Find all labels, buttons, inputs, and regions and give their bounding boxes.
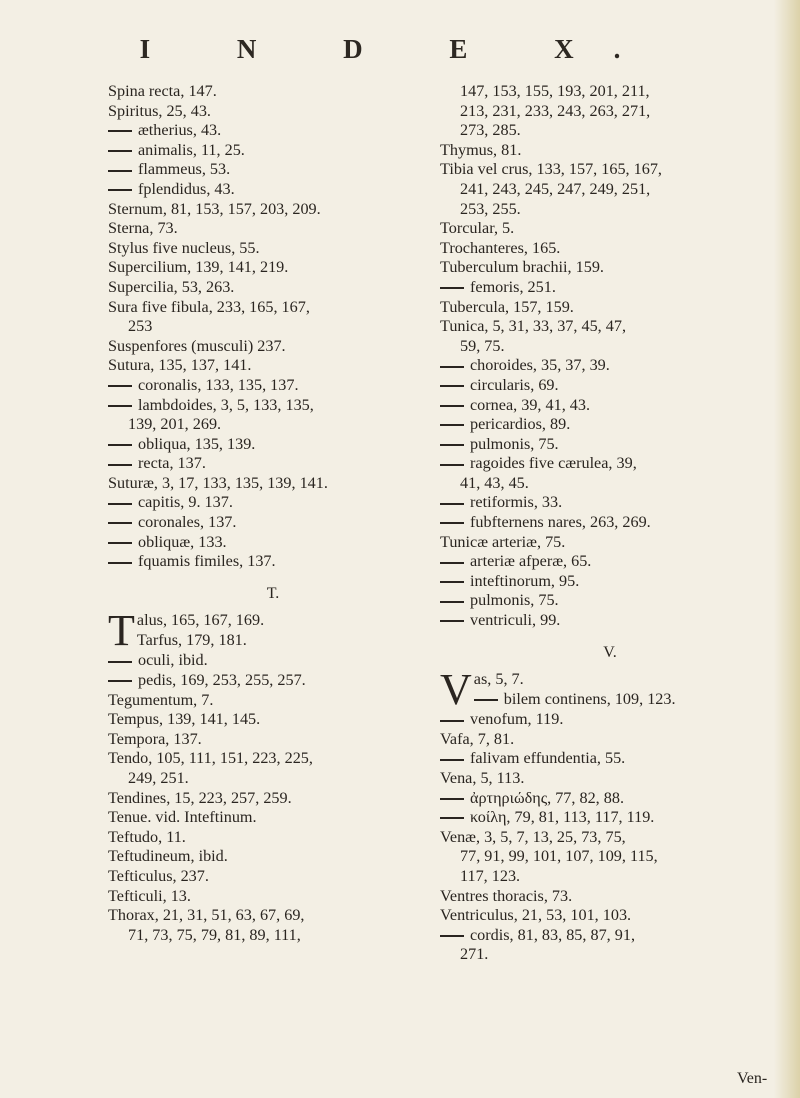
- index-entry: Tenue. vid. Inteftinum.: [108, 808, 257, 827]
- index-entry: [440, 710, 780, 730]
- index-entry: Vena, 5, 113.: [440, 769, 525, 787]
- index-entry: Vafa, 7, 81.: [440, 729, 515, 748]
- index-entry: Sternum, 81, 153, 157, 203, 209.: [108, 199, 321, 218]
- index-entry-continuation: 271.: [460, 945, 489, 964]
- index-column-left: [108, 82, 438, 945]
- dash-mark: [440, 935, 464, 937]
- index-entry: [108, 651, 438, 671]
- index-entry-continuation: 59, 75.: [460, 336, 505, 355]
- dash-mark: [440, 366, 464, 368]
- drop-cap-entry: [440, 665, 780, 715]
- dash-mark: [440, 720, 464, 722]
- index-entry-continuation: 139, 201, 269.: [128, 415, 222, 434]
- entry-text: fquamis fimiles, 137.: [138, 552, 276, 571]
- index-entry: [108, 552, 438, 572]
- dash-mark: [108, 464, 132, 466]
- index-entry: [440, 415, 780, 435]
- dash-mark: [108, 150, 132, 152]
- dash-mark: [440, 503, 464, 505]
- index-entry: [108, 513, 438, 533]
- index-entry: Tempora, 137.: [108, 729, 202, 748]
- index-entry: Sterna, 73.: [108, 219, 178, 238]
- index-entry: Tegumentum, 7.: [108, 690, 214, 709]
- index-entry-continuation: 249, 251.: [128, 769, 189, 787]
- index-entry-continuation: 117, 123.: [460, 866, 521, 885]
- index-entry: [440, 396, 780, 416]
- index-entry: Ventres thoracis, 73.: [440, 886, 573, 905]
- index-entry: [440, 808, 780, 828]
- index-entry: Thymus, 81.: [440, 140, 522, 159]
- entry-text: choroides, 35, 37, 39.: [470, 356, 610, 375]
- dash-mark: [108, 405, 132, 407]
- index-entry-continuation: 253: [128, 317, 153, 336]
- entry-text: venofum, 119.: [470, 710, 564, 729]
- index-entry: Suspenfores (musculi) 237.: [108, 336, 286, 355]
- drop-cap: T: [108, 606, 135, 656]
- entry-text: oculi, ibid.: [138, 651, 208, 670]
- dash-mark: [108, 385, 132, 387]
- index-entry: [108, 141, 438, 161]
- index-entry: [108, 493, 438, 513]
- dash-mark: [108, 503, 132, 505]
- entry-text: fplendidus, 43.: [138, 179, 235, 198]
- index-entry: [108, 396, 438, 416]
- index-entry: [440, 513, 780, 533]
- index-entry-continuation: 253, 255.: [460, 199, 521, 218]
- dash-mark: [108, 522, 132, 524]
- index-entry: Supercilia, 53, 263.: [108, 277, 235, 296]
- entry-text: cornea, 39, 41, 43.: [470, 395, 591, 414]
- entry-text: arteriæ afperæ, 65.: [470, 552, 592, 571]
- index-entry: Teftudo, 11.: [108, 827, 186, 846]
- index-entry: Tefticulus, 237.: [108, 866, 209, 885]
- index-entry: Tubercula, 157, 159.: [440, 297, 574, 316]
- entry-text: inteftinorum, 95.: [470, 571, 580, 590]
- index-entry: [137, 631, 264, 651]
- index-entry: Torcular, 5.: [440, 219, 515, 238]
- index-entry: [108, 180, 438, 200]
- dash-mark: [440, 817, 464, 819]
- catchword: Ven-: [737, 1070, 768, 1087]
- entry-text: ragoides five cærulea, 39,: [470, 454, 637, 473]
- index-entry: [440, 611, 780, 631]
- dash-mark: [440, 562, 464, 564]
- dash-mark: [440, 385, 464, 387]
- entry-text: bilem continens, 109, 123.: [503, 689, 676, 708]
- index-entry: [440, 749, 780, 769]
- dash-mark: [108, 562, 132, 564]
- index-entry: Sura five fibula, 233, 165, 167,: [108, 297, 310, 316]
- entry-text: fubfternens nares, 263, 269.: [470, 513, 651, 532]
- entry-text: coronales, 137.: [138, 513, 237, 532]
- dash-mark: [440, 287, 464, 289]
- index-entry: [440, 376, 780, 396]
- entry-text: obliqua, 135, 139.: [138, 434, 256, 453]
- index-entry: [440, 572, 780, 592]
- entry-text: pulmonis, 75.: [470, 591, 559, 610]
- entry-text: lambdoides, 3, 5, 133, 135,: [138, 395, 314, 414]
- index-entry-continuation: 71, 73, 75, 79, 81, 89, 111,: [128, 925, 301, 944]
- index-entry: Spiritus, 25, 43.: [108, 101, 211, 120]
- entry-text: pericardios, 89.: [470, 415, 571, 434]
- entry-text: cordis, 81, 83, 85, 87, 91,: [470, 925, 636, 944]
- entry-text: femoris, 251.: [470, 277, 556, 296]
- index-entry: [440, 552, 780, 572]
- entry-text: obliquæ, 133.: [138, 532, 227, 551]
- dash-mark: [474, 699, 498, 701]
- index-entry: Tendo, 105, 111, 151, 223, 225,: [108, 749, 313, 768]
- dash-mark: [108, 661, 132, 663]
- dash-mark: [108, 189, 132, 191]
- index-entry: [108, 533, 438, 553]
- index-entry: Supercilium, 139, 141, 219.: [108, 258, 289, 277]
- index-entry: [108, 376, 438, 396]
- dash-mark: [440, 444, 464, 446]
- index-entry: Trochanteres, 165.: [440, 238, 561, 257]
- index-entry: Stylus five nucleus, 55.: [108, 238, 260, 257]
- index-entry: [440, 454, 780, 474]
- index-entry: Sutura, 135, 137, 141.: [108, 356, 252, 375]
- index-entry: [440, 591, 780, 611]
- index-entry: [474, 690, 676, 710]
- index-entry: [108, 121, 438, 141]
- index-entry: [108, 435, 438, 455]
- dash-mark: [440, 581, 464, 583]
- index-entry: [108, 671, 438, 691]
- index-entry: [440, 435, 780, 455]
- dash-mark: [108, 680, 132, 682]
- dash-mark: [440, 620, 464, 622]
- dash-mark: [440, 424, 464, 426]
- index-entry-continuation: 241, 243, 245, 247, 249, 251,: [460, 179, 651, 198]
- index-entry: [440, 493, 780, 513]
- entry-text: capitis, 9. 137.: [138, 493, 233, 512]
- index-entry: Spina recta, 147.: [108, 82, 217, 100]
- index-entry: Suturæ, 3, 17, 133, 135, 139, 141.: [108, 473, 328, 492]
- index-entry: as, 5, 7.: [473, 670, 524, 689]
- index-column-right: [440, 82, 780, 965]
- entry-text: flammeus, 53.: [138, 160, 231, 179]
- entry-text: retiformis, 33.: [470, 493, 563, 512]
- entry-text: ætherius, 43.: [138, 121, 222, 140]
- index-entry: Tunicæ arteriæ, 75.: [440, 532, 566, 551]
- index-entry: [108, 160, 438, 180]
- section-letter: V.: [603, 643, 617, 661]
- index-entry: [440, 278, 780, 298]
- dash-mark: [440, 759, 464, 761]
- entry-text: circularis, 69.: [470, 375, 559, 394]
- entry-text: recta, 137.: [138, 454, 206, 473]
- index-entry: Ventriculus, 21, 53, 101, 103.: [440, 906, 632, 925]
- index-entry: [440, 789, 780, 809]
- index-entry: [440, 356, 780, 376]
- dash-mark: [440, 464, 464, 466]
- index-entry-continuation: 213, 231, 233, 243, 263, 271,: [460, 101, 651, 120]
- drop-cap: V: [440, 665, 472, 715]
- dash-mark: [108, 130, 132, 132]
- dash-mark: [108, 542, 132, 544]
- entry-text: pedis, 169, 253, 255, 257.: [138, 671, 306, 690]
- entry-text: pulmonis, 75.: [470, 434, 559, 453]
- page-header: I N D E X.: [139, 34, 661, 64]
- index-entry: Tuberculum brachii, 159.: [440, 258, 604, 277]
- dash-mark: [108, 444, 132, 446]
- index-entry: [440, 926, 780, 946]
- page-edge: [774, 0, 800, 1098]
- index-entry: Tendines, 15, 223, 257, 259.: [108, 788, 292, 807]
- index-entry: Tunica, 5, 31, 33, 37, 45, 47,: [440, 317, 627, 336]
- index-entry: Venæ, 3, 5, 7, 13, 25, 73, 75,: [440, 827, 626, 846]
- index-entry: alus, 165, 167, 169.: [136, 611, 265, 630]
- dash-mark: [440, 798, 464, 800]
- index-entry: Tibia vel crus, 133, 157, 165, 167,: [440, 160, 662, 179]
- dash-mark: [108, 170, 132, 172]
- drop-cap-entry: [108, 606, 438, 656]
- dash-mark: [440, 522, 464, 524]
- index-entry-continuation: 147, 153, 155, 193, 201, 211,: [460, 82, 650, 100]
- index-entry: Teftudineum, ibid.: [108, 847, 228, 866]
- entry-text: animalis, 11, 25.: [138, 140, 245, 159]
- entry-text: ventriculi, 99.: [470, 611, 561, 630]
- index-entry: [108, 454, 438, 474]
- entry-text: falivam effundentia, 55.: [470, 749, 626, 768]
- index-entry: Thorax, 21, 31, 51, 63, 67, 69,: [108, 906, 305, 925]
- index-entry-continuation: 77, 91, 99, 101, 107, 109, 115,: [460, 847, 658, 866]
- entry-text: κοίλη, 79, 81, 113, 117, 119.: [470, 808, 655, 827]
- index-entry-continuation: 41, 43, 45.: [460, 473, 529, 492]
- entry-text: coronalis, 133, 135, 137.: [138, 375, 299, 394]
- index-entry: Tempus, 139, 141, 145.: [108, 710, 261, 729]
- entry-text: ἀρτηριώδης, 77, 82, 88.: [470, 788, 625, 807]
- entry-text: Tarfus, 179, 181.: [136, 631, 247, 650]
- dash-mark: [440, 601, 464, 603]
- index-entry-continuation: 273, 285.: [460, 121, 521, 140]
- index-entry: Tefticuli, 13.: [108, 886, 191, 905]
- section-letter: T.: [266, 584, 280, 602]
- dash-mark: [440, 405, 464, 407]
